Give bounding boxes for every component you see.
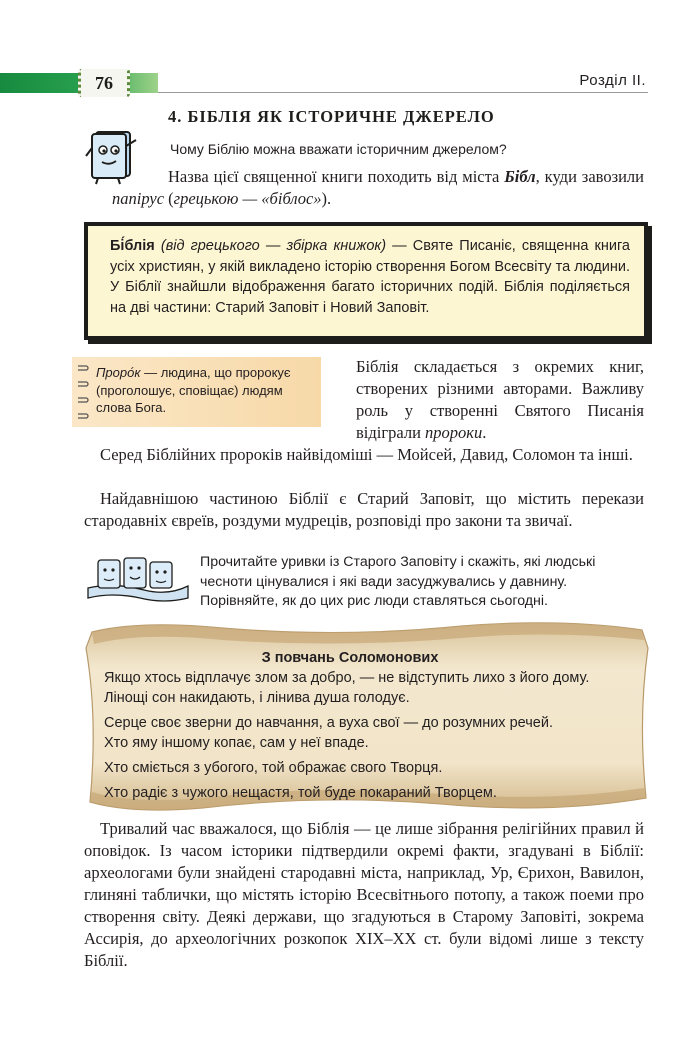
definition-box [84,222,648,340]
scroll-line: Хто яму іншому копає, сам у неї впаде. [104,735,369,751]
section-label: Розділ ІІ. [579,72,646,89]
paragraph-archaeology: Тривалий час вважалося, що Біблія — це лише зібрання релігійних правил й оповідок. Із часом історики підтвердили окремі факти, згадувані в Біблії: археологами були знайдені стародавні міста, наприклад, Ур, Єрихон, Вавилон, глиняні таблички, що містять історію Всесвітнього потопу, а також поеми про створення світу. Деякі держави, що згадуються в Старому Заповіті, зокрема Ассирія, до археологічних розкопок XIX–XX ст. були відомі лише з тексту Біблії. [84,819,644,970]
lead-question: Чому Біблію можна вважати історичним джерелом? [170,141,507,157]
scroll-line: Серце своє зверни до навчання, а вуха свої — до розумних речей. [104,715,553,731]
page-number: 76 [78,69,130,97]
note-text: — людина, що пророкує (проголошує, сповіщає) людям слова Бога. [96,365,291,415]
definition-text: — Святе Писаніє, священна книга усіх християн, у якій викладено історію створення Богом Всесвіту та людини. У Біблії знайшли відображення багато історичних подій. Біблія поділяється на дві частини: Старий Заповіт і Новий Заповіт. [110,238,630,316]
definition-origin: (від грецького — збірка книжок) [160,238,387,254]
papyrus-term: папірус [112,189,165,208]
paragraph-books: Біблія складається з окремих книг, створених різними авторами. Важливу роль у створенні Святого Писанія відіграли пророки. [356,357,644,442]
scroll-title: З повчань Соломонових [261,650,439,666]
note-term: Проро́к [96,365,141,380]
scroll-line: Лінощі сон накидають, і лінива душа голодує. [104,690,410,706]
notebook-rings-icon [76,360,90,424]
city-bibl: Бібл [504,167,536,186]
scroll-line: Хто радіє з чужого нещастя, той буде покараний Творцем. [104,785,497,801]
chapter-title: 4. БІБЛІЯ ЯК ІСТОРИЧНЕ ДЖЕРЕЛО [168,107,495,126]
paragraph-prophets: Серед Біблійних пророків найвідоміші — Мойсей, Давид, Соломон та інші. [100,445,633,464]
scroll-line: Хто сміється з убогого, той ображає свого Творця. [104,760,443,776]
scroll-line: Якщо хтось відплачує злом за добро, — не відступить лихо з його дому. [104,670,590,686]
paragraph-old-testament: Найдавнішою частиною Біблії є Старий Заповіт, що містить перекази стародавніх євреїв, роздуми мудреців, розповіді про закони та звичаї. [84,489,644,530]
scrolls-characters-icon [84,552,192,602]
task-text: Прочитайте уривки із Старого Заповіту і скажіть, які людські чесноти цінувалися і які вади засуджувались у давнину. Порівняйте, як до цих рис люди ставляться сьогодні. [200,554,596,609]
definition-term: Бі́блія [110,238,155,254]
intro-paragraph: Назва цієї священної книги походить від міста Бібл, куди завозили папірус (грецькою — «біблос»). [112,167,644,208]
prophet-note [72,357,321,427]
page-header [0,68,700,98]
header-rule [158,92,648,93]
